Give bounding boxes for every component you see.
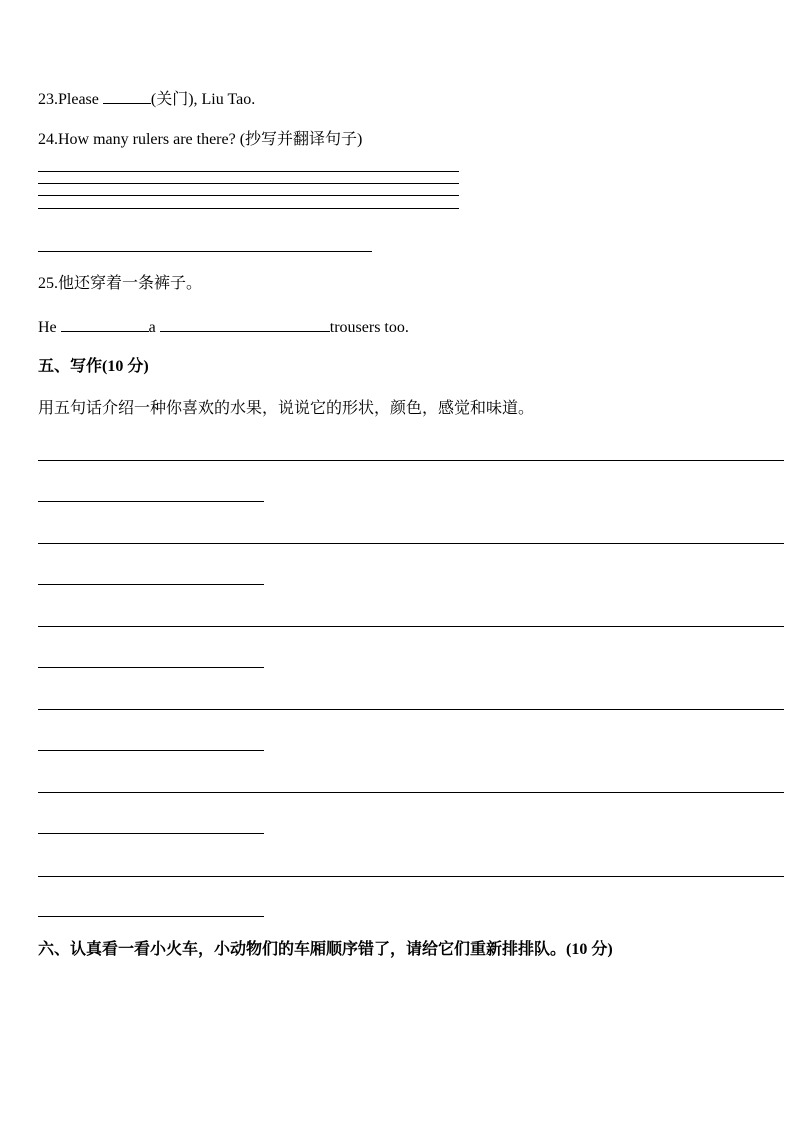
- writing-line-short-3[interactable]: [38, 667, 264, 668]
- writing-line-24-3[interactable]: [38, 195, 459, 196]
- question-24: [38, 130, 362, 150]
- question-25-sentence: [38, 316, 409, 338]
- answer-blank-25-2[interactable]: [160, 316, 330, 332]
- writing-line-long-4[interactable]: [38, 709, 784, 710]
- writing-line-short-6[interactable]: [38, 916, 264, 917]
- question-23-number: 23.: [38, 91, 58, 108]
- sentence-word-trousers: trousers too.: [329, 319, 409, 336]
- answer-blank-25-1[interactable]: [61, 316, 149, 332]
- writing-line-long-6[interactable]: [38, 876, 784, 877]
- question-24-text: How many rulers are there? (抄写并翻译句子): [58, 131, 363, 148]
- answer-line-24-translation[interactable]: [38, 251, 372, 252]
- question-24-number: 24.: [38, 131, 58, 148]
- section-6-title: 六、认真看一看小火车，小动物们的车厢顺序错了，请给它们重新排排队。(10 分): [38, 941, 613, 958]
- question-25: [38, 274, 202, 294]
- writing-line-long-1[interactable]: [38, 460, 784, 461]
- writing-line-long-2[interactable]: [38, 543, 784, 544]
- writing-line-long-5[interactable]: [38, 792, 784, 793]
- question-23-hint: (关门), Liu Tao.: [150, 91, 256, 108]
- writing-line-short-5[interactable]: [38, 833, 264, 834]
- writing-line-long-3[interactable]: [38, 626, 784, 627]
- question-25-number: 25.: [38, 275, 58, 292]
- writing-line-24-4[interactable]: [38, 208, 459, 209]
- writing-line-short-4[interactable]: [38, 750, 264, 751]
- section-5-prompt: 用五句话介绍一种你喜欢的水果，说说它的形状，颜色，感觉和味道。: [38, 400, 535, 417]
- writing-line-short-1[interactable]: [38, 501, 264, 502]
- writing-line-24-2[interactable]: [38, 183, 459, 184]
- sentence-word-a: a: [148, 319, 160, 336]
- writing-line-short-2[interactable]: [38, 584, 264, 585]
- writing-line-24-1[interactable]: [38, 171, 459, 172]
- question-25-text: 他还穿着一条裤子。: [58, 275, 203, 292]
- answer-blank-23[interactable]: [103, 88, 151, 104]
- question-23-prefix: Please: [58, 91, 103, 108]
- question-23: [38, 88, 255, 110]
- section-5-title: 五、写作(10 分): [38, 358, 149, 375]
- sentence-word-he: He: [38, 319, 61, 336]
